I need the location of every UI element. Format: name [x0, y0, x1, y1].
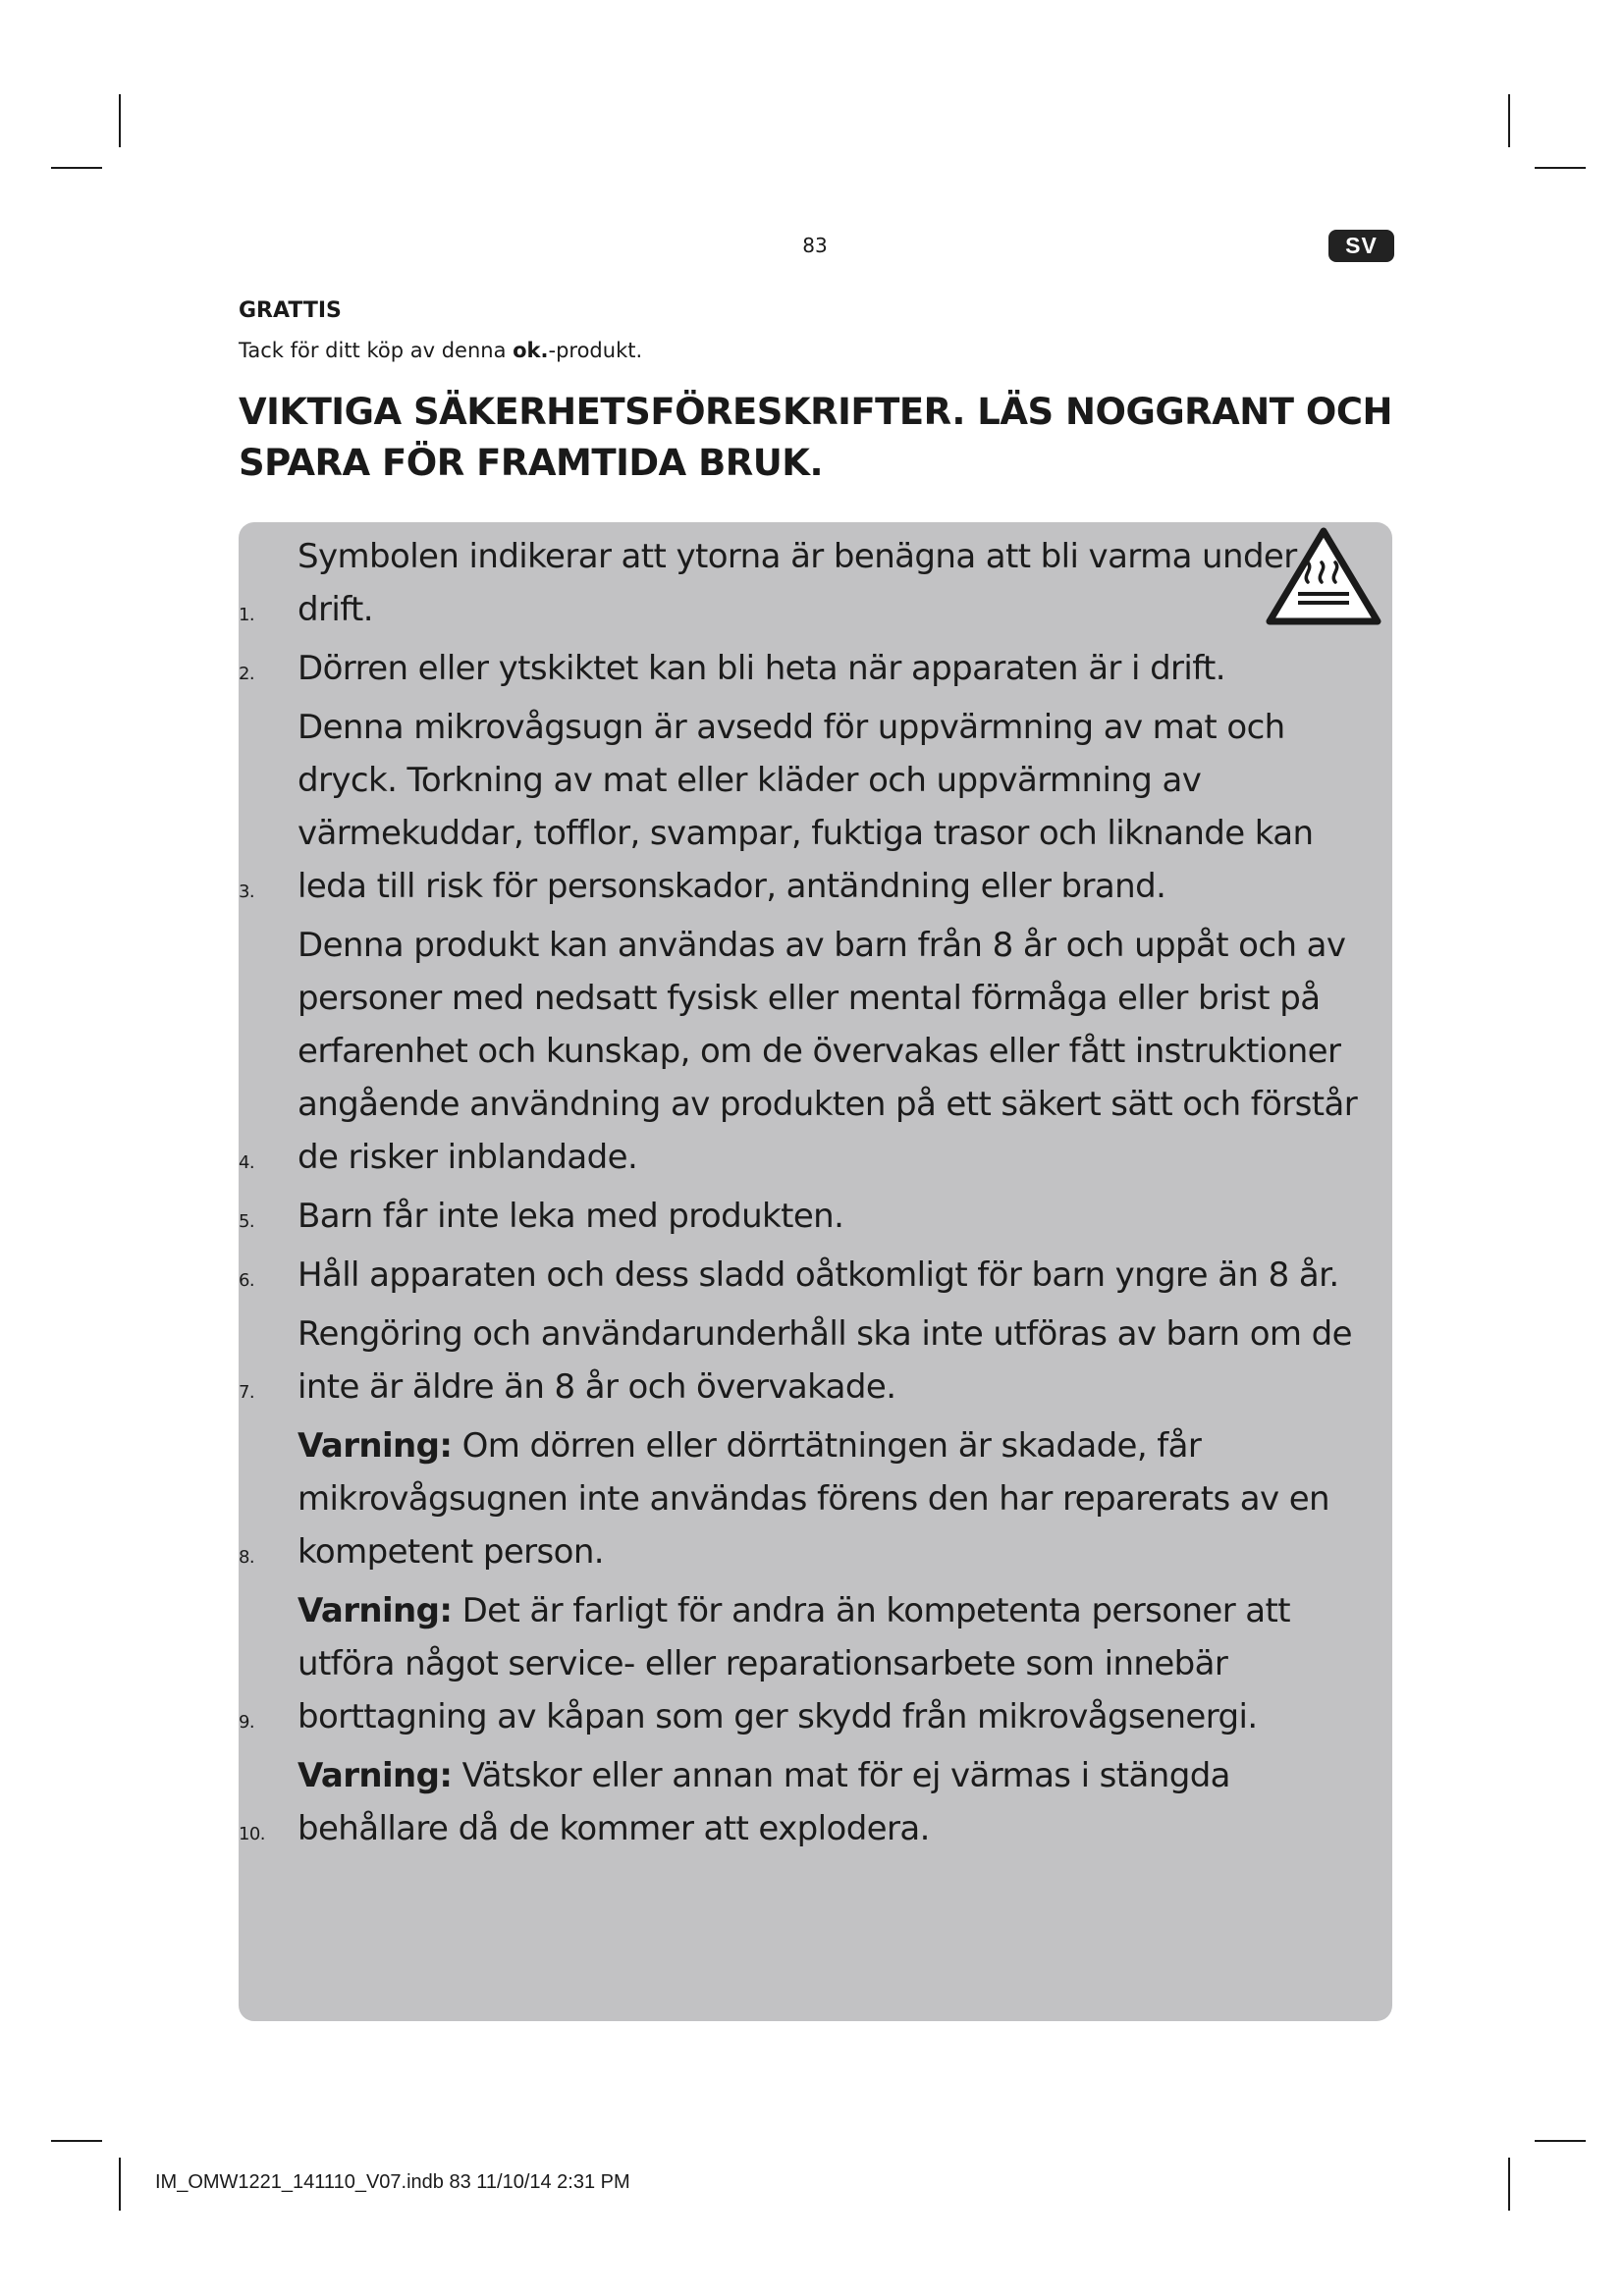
- item-number: 7.: [239, 1382, 254, 1403]
- item-number: 1.: [239, 605, 254, 625]
- thanks-line: [239, 339, 642, 362]
- safety-list: [239, 530, 1387, 1861]
- safety-heading: VIKTIGA SÄKERHETSFÖRESKRIFTER. LÄS NOGGRANT OCH SPARA FÖR FRAMTIDA BRUK.: [239, 391, 1392, 484]
- item-text: Håll apparaten och dess sladd oåtkomligt för barn yngre än 8 år.: [298, 1255, 1339, 1295]
- list-item: [239, 1749, 1387, 1855]
- item-text: Barn får inte leka med produkten.: [298, 1197, 844, 1236]
- item-number: 10.: [239, 1824, 265, 1844]
- list-item: [239, 1190, 1387, 1243]
- item-number: 2.: [239, 664, 254, 684]
- list-item: [239, 1249, 1387, 1302]
- thanks-prefix: Tack för ditt köp av denna: [239, 339, 514, 362]
- crop-mark: [119, 94, 121, 147]
- list-item: [239, 701, 1387, 913]
- language-badge: SV: [1328, 230, 1394, 262]
- intro-heading: GRATTIS: [239, 298, 342, 323]
- item-text: Symbolen indikerar att ytorna är benägna att bli varma under drift.: [298, 537, 1297, 629]
- thanks-suffix: -produkt.: [548, 339, 643, 362]
- item-text: Denna mikrovågsugn är avsedd för uppvärmning av mat och dryck. Torkning av mat eller kläder och uppvärmning av värmekuddar, tofflor, svampar, fuktiga trasor och liknande kan leda till risk för personskador, antändning eller brand.: [298, 708, 1314, 906]
- item-text: Denna produkt kan användas av barn från 8 år och uppåt och av personer med nedsatt fysisk eller mental förmåga eller brist på erfarenhet och kunskap, om de övervakas eller fått instruktioner angående användning av produkten på ett säkert sätt och förstår de risker inblandade.: [298, 926, 1358, 1177]
- warning-label: Varning:: [298, 1426, 453, 1466]
- item-number: 3.: [239, 881, 254, 902]
- crop-mark: [1508, 2158, 1510, 2211]
- page-number: 83: [802, 234, 828, 257]
- list-item: [239, 919, 1387, 1184]
- crop-mark: [51, 167, 102, 169]
- crop-mark: [119, 2158, 121, 2211]
- warning-label: Varning:: [298, 1756, 453, 1795]
- brand-name: ok.: [513, 339, 549, 362]
- item-text: Det är farligt för andra än kompetenta personer att utföra något service- eller reparationsarbete som innebär borttagning av kåpan som ger skydd från mikrovågsenergi.: [298, 1591, 1290, 1736]
- list-item: [239, 642, 1387, 695]
- item-number: 6.: [239, 1270, 254, 1291]
- item-text: Om dörren eller dörrtätningen är skadade, får mikrovågsugnen inte användas förens den har reparerats av en kompetent person.: [298, 1426, 1330, 1572]
- crop-mark: [1535, 167, 1586, 169]
- crop-mark: [1508, 94, 1510, 147]
- item-number: 8.: [239, 1547, 254, 1568]
- list-item: [239, 530, 1387, 636]
- item-text: Dörren eller ytskiktet kan bli heta när apparaten är i drift.: [298, 649, 1225, 688]
- list-item: [239, 1419, 1387, 1578]
- list-item: [239, 1584, 1387, 1743]
- warning-label: Varning:: [298, 1591, 453, 1630]
- item-number: 4.: [239, 1152, 254, 1173]
- item-text: Vätskor eller annan mat för ej värmas i stängda behållare då de kommer att explodera.: [298, 1756, 1230, 1848]
- print-slug: IM_OMW1221_141110_V07.indb 83 11/10/14 2:31 PM: [155, 2171, 630, 2193]
- item-number: 5.: [239, 1211, 254, 1232]
- list-item: [239, 1308, 1387, 1414]
- item-number: 9.: [239, 1712, 254, 1733]
- crop-mark: [1535, 2140, 1586, 2142]
- item-text: Rengöring och användarunderhåll ska inte utföras av barn om de inte är äldre än 8 år och övervakade.: [298, 1314, 1352, 1407]
- crop-mark: [51, 2140, 102, 2142]
